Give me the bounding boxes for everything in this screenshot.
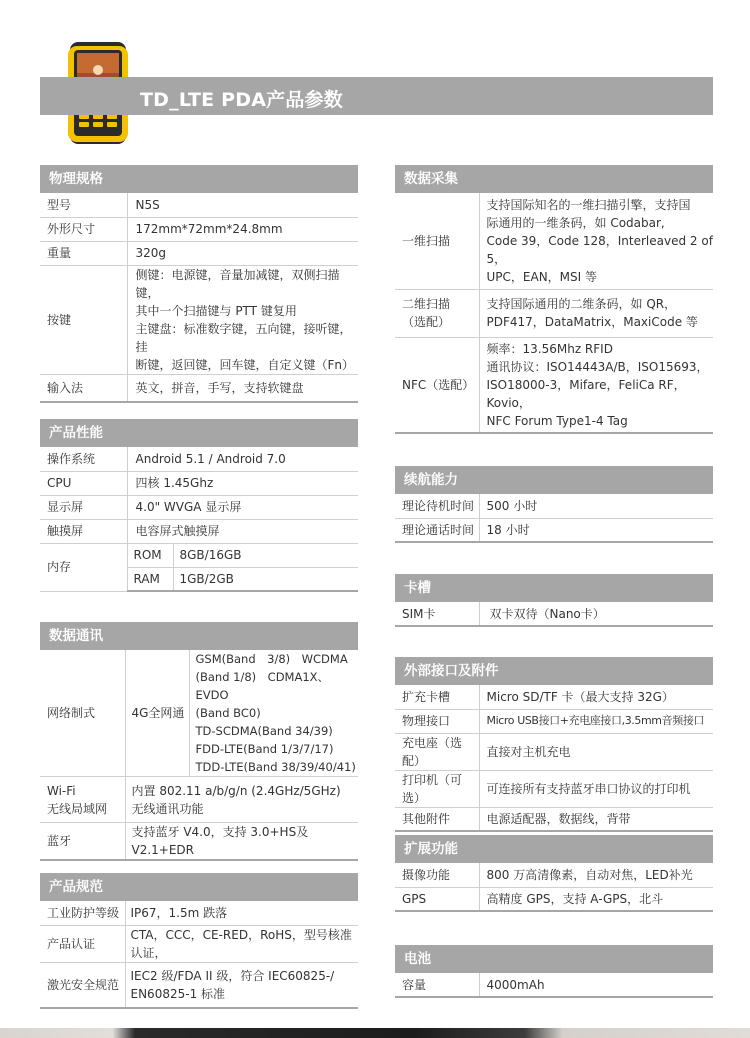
size-label: 外形尺寸 bbox=[40, 217, 127, 241]
network-mid: 4G全网通 bbox=[125, 650, 189, 777]
table-row bbox=[40, 823, 358, 861]
phys-value: Micro USB接口+充电座接口,3.5mm音频接口 bbox=[479, 709, 713, 733]
display-label: 显示屏 bbox=[40, 495, 127, 519]
standards-heading: 产品规范 bbox=[40, 873, 358, 901]
scan1d-line: Code 39，Code 128，Interleaved 2 of 5， bbox=[486, 233, 713, 266]
table-row bbox=[395, 602, 713, 626]
interface-table bbox=[395, 685, 713, 832]
table-row bbox=[40, 901, 358, 925]
standby-label: 理论待机时间 bbox=[395, 494, 479, 518]
wifi-label bbox=[40, 777, 125, 823]
section-comm bbox=[40, 622, 358, 861]
table-row bbox=[395, 685, 713, 709]
wifi-label-line: 无线局域网 bbox=[47, 801, 108, 816]
display-value: 4.0" WVGA 显示屏 bbox=[127, 495, 358, 519]
cpu-value: 四核 1.45Ghz bbox=[127, 471, 358, 495]
ext-label: 扩充卡槽 bbox=[395, 685, 479, 709]
model-value: N5S bbox=[127, 193, 358, 217]
card-table bbox=[395, 602, 713, 627]
table-row bbox=[395, 770, 713, 807]
expansion-heading: 扩展功能 bbox=[395, 835, 713, 863]
sim-value: 双卡双待（Nano卡） bbox=[479, 602, 713, 626]
table-row bbox=[40, 925, 358, 962]
phys-label: 物理接口 bbox=[395, 709, 479, 733]
table-row bbox=[395, 337, 713, 433]
os-value: Android 5.1 / Android 7.0 bbox=[127, 447, 358, 471]
ip-value: IP67，1.5m 跌落 bbox=[125, 901, 358, 925]
table-row bbox=[395, 887, 713, 911]
scan2d-value bbox=[479, 289, 713, 337]
input-value: 英文，拼音，手写，支持软键盘 bbox=[127, 374, 358, 402]
os-label: 操作系统 bbox=[40, 447, 127, 471]
scan2d-label-line: 二维扫描 bbox=[402, 297, 451, 311]
network-label: 网络制式 bbox=[40, 650, 125, 777]
gps-value: 高精度 GPS，支持 A-GPS，北斗 bbox=[479, 887, 713, 911]
table-row bbox=[40, 447, 358, 471]
table-row bbox=[395, 733, 713, 770]
talk-label: 理论通话时间 bbox=[395, 518, 479, 542]
performance-heading: 产品性能 bbox=[40, 419, 358, 447]
network-line: TD-SCDMA(Band 34/39) bbox=[195, 724, 333, 738]
camera-label: 摄像功能 bbox=[395, 863, 479, 887]
section-interface bbox=[395, 657, 713, 832]
expansion-table bbox=[395, 863, 713, 912]
wifi-value bbox=[125, 777, 358, 823]
section-standards bbox=[40, 873, 358, 1009]
nfc-value bbox=[479, 337, 713, 433]
wifi-label-line: Wi-Fi bbox=[47, 783, 76, 798]
printer-label: 打印机（可选） bbox=[395, 770, 479, 807]
nfc-line: NFC Forum Type1-4 Tag bbox=[486, 413, 628, 428]
table-row bbox=[40, 374, 358, 402]
sim-label: SIM卡 bbox=[395, 602, 479, 626]
section-capture bbox=[395, 165, 713, 434]
keys-value bbox=[127, 265, 358, 374]
scan1d-label: 一维扫描 bbox=[395, 193, 479, 289]
gps-label: GPS bbox=[395, 887, 479, 911]
physical-table bbox=[40, 193, 358, 403]
title-bar bbox=[40, 77, 713, 115]
ram-label: RAM bbox=[127, 567, 173, 591]
table-row bbox=[395, 289, 713, 337]
laser-label: 激光安全规范 bbox=[40, 962, 125, 1008]
scan2d-line: PDF417，DataMatrix，MaxiCode 等 bbox=[486, 315, 698, 329]
rom-value: 8GB/16GB bbox=[173, 543, 358, 567]
memory-label: 内存 bbox=[40, 543, 127, 591]
scan2d-label-line: （选配） bbox=[402, 315, 451, 329]
table-row bbox=[40, 265, 358, 374]
model-label: 型号 bbox=[40, 193, 127, 217]
performance-table bbox=[40, 447, 358, 592]
weight-value: 320g bbox=[127, 241, 358, 265]
table-row bbox=[395, 863, 713, 887]
battery-table bbox=[395, 973, 713, 998]
cpu-label: CPU bbox=[40, 471, 127, 495]
laser-line: EN60825-1 标准 bbox=[130, 986, 226, 1001]
rom-label: ROM bbox=[127, 543, 173, 567]
page-title: TD_LTE PDA产品参数 bbox=[140, 89, 343, 111]
network-line: TDD-LTE(Band 38/39/40/41) bbox=[195, 760, 356, 774]
network-line: FDD-LTE(Band 1/3/7/17) bbox=[195, 742, 334, 756]
table-row bbox=[395, 973, 713, 997]
scan1d-line: UPC，EAN，MSI 等 bbox=[486, 269, 597, 284]
nfc-line: 通讯协议：ISO14443A/B，ISO15693， bbox=[486, 359, 709, 374]
ext-value: Micro SD/TF 卡（最大支持 32G） bbox=[479, 685, 713, 709]
interface-heading: 外部接口及附件 bbox=[395, 657, 713, 685]
keys-line: 其中一个扫描键与 PTT 键复用 bbox=[135, 303, 297, 318]
dock-label: 充电座（选配） bbox=[395, 733, 479, 770]
nfc-label: NFC（选配） bbox=[395, 337, 479, 433]
weight-label: 重量 bbox=[40, 241, 127, 265]
section-performance bbox=[40, 419, 358, 592]
section-physical bbox=[40, 165, 358, 403]
scan1d-line: 际通用的一维条码，如 Codabar, bbox=[486, 215, 665, 230]
laser-line: IEC2 级/FDA II 级，符合 IEC60825-/ bbox=[130, 968, 335, 983]
scan2d-line: 支持国际通用的二维条码，如 QR， bbox=[486, 297, 677, 311]
scan1d-value bbox=[479, 193, 713, 289]
wifi-line: 无线通讯功能 bbox=[131, 801, 204, 816]
battery-heading: 电池 bbox=[395, 945, 713, 973]
keys-line: 断键，返回键，回车键，自定义键（Fn） bbox=[135, 357, 355, 372]
scan1d-line: 支持国际知名的一维扫描引擎，支持国 bbox=[486, 197, 691, 212]
section-expansion bbox=[395, 835, 713, 912]
section-card bbox=[395, 574, 713, 627]
camera-value: 800 万高清像素，自动对焦，LED补光 bbox=[479, 863, 713, 887]
keys-line: 侧键：电源键，音量加减键，双侧扫描键， bbox=[135, 267, 340, 300]
table-row bbox=[395, 193, 713, 289]
network-line: GSM(Band 3/8) WCDMA bbox=[195, 652, 348, 666]
table-row bbox=[40, 471, 358, 495]
table-row bbox=[395, 807, 713, 831]
comm-table bbox=[40, 650, 358, 861]
physical-heading: 物理规格 bbox=[40, 165, 358, 193]
cert-label: 产品认证 bbox=[40, 925, 125, 962]
table-row bbox=[40, 519, 358, 543]
comm-heading: 数据通讯 bbox=[40, 622, 358, 650]
wifi-line: 内置 802.11 a/b/g/n (2.4GHz/5GHz) bbox=[131, 783, 341, 798]
bt-label: 蓝牙 bbox=[40, 823, 125, 861]
nfc-line: 频率：13.56Mhz RFID bbox=[486, 341, 613, 356]
standby-value: 500 小时 bbox=[479, 494, 713, 518]
network-value bbox=[189, 650, 358, 777]
capacity-label: 容量 bbox=[395, 973, 479, 997]
cert-value: CTA，CCC，CE-RED，RoHS，型号核准认证， bbox=[125, 925, 358, 962]
section-battery bbox=[395, 945, 713, 998]
laser-value bbox=[125, 962, 358, 1008]
table-row bbox=[40, 495, 358, 519]
battery-life-heading: 续航能力 bbox=[395, 466, 713, 494]
section-battery-life bbox=[395, 466, 713, 543]
size-value: 172mm*72mm*24.8mm bbox=[127, 217, 358, 241]
table-row bbox=[40, 543, 358, 567]
battery-life-table bbox=[395, 494, 713, 543]
nfc-line: ISO18000-3，Mifare，FeliCa RF，Kovio， bbox=[486, 377, 686, 410]
touch-value: 电容屏式触摸屏 bbox=[127, 519, 358, 543]
table-row bbox=[40, 241, 358, 265]
card-heading: 卡槽 bbox=[395, 574, 713, 602]
network-line: (Band 1/8) CDMA1X、EVDO bbox=[195, 670, 330, 702]
dock-value: 直接对主机充电 bbox=[479, 733, 713, 770]
bottom-photo-strip bbox=[0, 1028, 750, 1038]
scan2d-label bbox=[395, 289, 479, 337]
keys-line: 主键盘：标准数字键，五向键，接听键，挂 bbox=[135, 321, 352, 354]
capture-table bbox=[395, 193, 713, 434]
standards-table bbox=[40, 901, 358, 1009]
talk-value: 18 小时 bbox=[479, 518, 713, 542]
table-row bbox=[40, 650, 358, 777]
table-row bbox=[395, 709, 713, 733]
bt-value: 支持蓝牙 V4.0，支持 3.0+HS及 V2.1+EDR bbox=[125, 823, 358, 861]
table-row bbox=[40, 962, 358, 1008]
ip-label: 工业防护等级 bbox=[40, 901, 125, 925]
capacity-value: 4000mAh bbox=[479, 973, 713, 997]
ram-value: 1GB/2GB bbox=[173, 567, 358, 591]
table-row bbox=[40, 777, 358, 823]
network-line: (Band BC0) bbox=[195, 706, 261, 720]
printer-value: 可连接所有支持蓝牙串口协议的打印机 bbox=[479, 770, 713, 807]
acc-value: 电源适配器，数据线，背带 bbox=[479, 807, 713, 831]
touch-label: 触摸屏 bbox=[40, 519, 127, 543]
keys-label: 按键 bbox=[40, 265, 127, 374]
table-row bbox=[395, 518, 713, 542]
table-row bbox=[395, 494, 713, 518]
capture-heading: 数据采集 bbox=[395, 165, 713, 193]
input-label: 输入法 bbox=[40, 374, 127, 402]
acc-label: 其他附件 bbox=[395, 807, 479, 831]
table-row bbox=[40, 217, 358, 241]
table-row bbox=[40, 193, 358, 217]
